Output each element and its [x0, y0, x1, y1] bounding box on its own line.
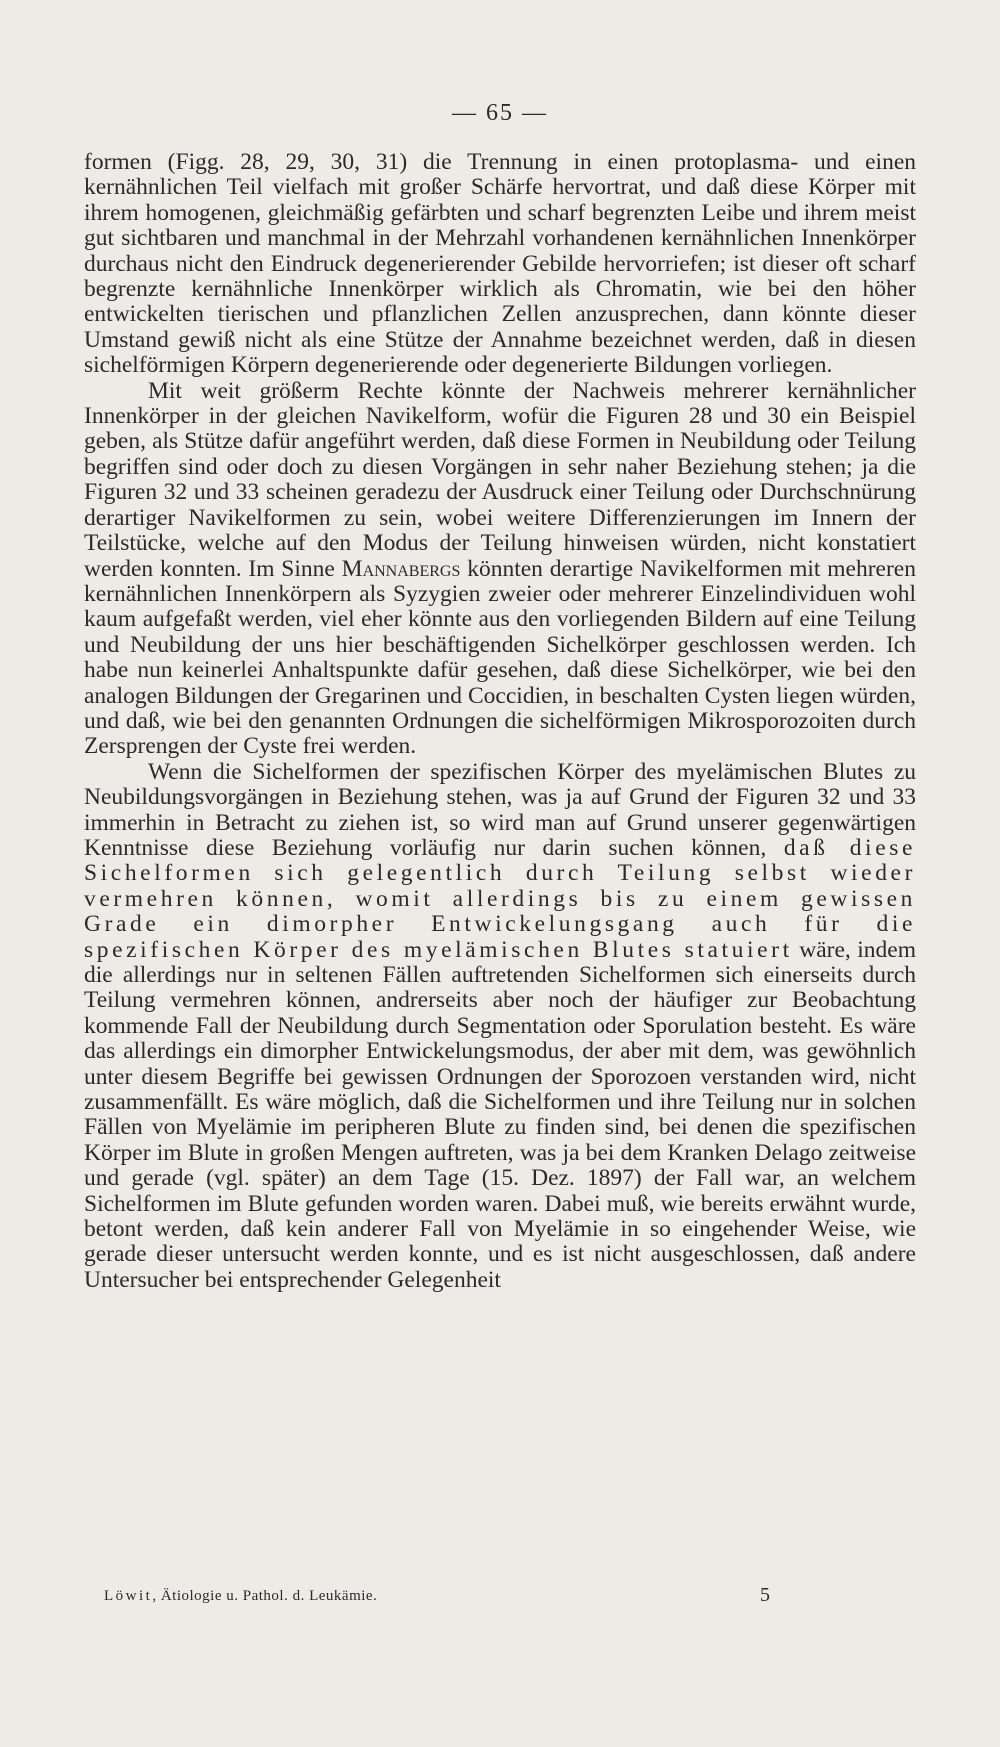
author-name-mannaberg: Mannabergs: [341, 555, 461, 582]
footer-title: , Ätiologie u. Pathol. d. Leukämie.: [152, 1588, 378, 1604]
paragraph-2-text-a: Mit weit größerm Rechte könnte der Nachweis mehrerer kernähnlicher Innenkörper in der gleichen Navikelform, wofür die Figuren 28 und 30 ein Beispiel geben, als Stütze dafür angeführt werden, daß diese Formen in Neubildung oder Teilung begriffen sind oder doch zu diesen Vorgängen in sehr naher Beziehung stehen; ja die Figuren 32 und 33 scheinen geradezu der Ausdruck einer Teilung oder Durchschnürung derartiger Navikelformen zu sein, wobei weitere Differenzierungen im Innern der Teilstücke, welche auf den Modus der Teilung hinweisen würden, nicht konstatiert werden konnten. Im Sinne: [84, 377, 916, 582]
body-text: [84, 150, 916, 1293]
footer-author: Löwit: [104, 1588, 153, 1604]
paragraph-3-text-a: Wenn die Sichelformen der spezifischen Körper des myelämischen Blutes zu Neubildungsvorgängen in Beziehung stehen, was ja auf Grund der Figuren 32 und 33 immerhin in Betracht zu ziehen ist, so wird man auf Grund unserer gegenwärtigen Kenntnisse diese Beziehung vorläufig nur darin suchen können,: [84, 758, 916, 861]
page-header: [0, 100, 1000, 127]
page-number: — 65 —: [452, 100, 548, 126]
footer-sheet-number: 5: [760, 1584, 770, 1606]
paragraph-1: formen (Figg. 28, 29, 30, 31) die Trennung in einen protoplasma- und einen kernähnlichen Teil vielfach mit großer Schärfe hervortrat, und daß diese Körper mit ihrem homogenen, gleichmäßig gefärbten und scharf begrenzten Leibe und ihrem meist gut sichtbaren und manchmal in der Mehrzahl vorhandenen kernähnlichen Innenkörper durchaus nicht den Eindruck degenerierender Gebilde hervorriefen; ist dieser oft scharf begrenzte kernähnliche Innenkörper wirklich als Chromatin, wie bei den höher entwickelten tierischen und pflanzlichen Zellen anzusprechen, dann könnte dieser Umstand gewiß nicht als eine Stütze der Annahme bezeichnet werden, daß in diesen sichelförmigen Körpern degenerierende oder degenerierte Bildungen vorliegen.: [84, 149, 916, 379]
paragraph-3: [84, 760, 916, 1294]
paragraph-2: [84, 379, 916, 760]
paragraph-3-emphasis: daß diese Sichelformen sich gelegentlich durch Teilung selbst wieder vermehren können, womit allerdings bis zu einem gewissen Grade ein dimorpher Entwickelungsgang auch für die spezifischen Körper des myelämischen Blutes statuiert: [84, 834, 916, 963]
paragraph-2-text-b: könnten derartige Navikelformen mit mehreren kernähnlichen Innenkörpern als Syzygien zweier oder mehrerer Einzelindividuen wohl kaum aufgefaßt werden, viel eher könnte aus den vorliegenden Bildern auf eine Teilung und Neubildung der uns hier beschäftigenden Sichelkörper geschlossen werden. Ich habe nun keinerlei Anhaltspunkte dafür gesehen, daß diese Sichelkörper, wie bei den analogen Bildungen der Gregarinen und Coccidien, in beschalten Cysten liegen würden, und daß, wie bei den genannten Ordnungen die sichelförmigen Mikrosporozoiten durch Zersprengen der Cyste frei werden.: [84, 555, 916, 760]
paragraph-3-text-b: wäre, indem die allerdings nur in seltenen Fällen auftretenden Sichelformen sich einerseits durch Teilung vermehren können, andrerseits aber noch der häufiger zur Beobachtung kommende Fall der Neubildung durch Segmentation oder Sporulation besteht. Es wäre das allerdings ein dimorpher Entwickelungsmodus, der aber mit dem, was gewöhnlich unter diesem Begriffe bei gewissen Ordnungen der Sporozoen verstanden wird, nicht zusammenfällt. Es wäre möglich, daß die Sichelformen und ihre Teilung nur in solchen Fällen von Myelämie im peripheren Blute zu finden sind, bei denen die spezifischen Körper im Blute in großen Mengen auftreten, was ja bei dem Kranken Delago zeitweise und gerade (vgl. später) an dem Tage (15. Dez. 1897) der Fall war, an welchem Sichelformen im Blute gefunden worden waren. Dabei muß, wie bereits erwähnt wurde, betont werden, daß kein anderer Fall von Myelämie in so eingehender Weise, wie gerade dieser untersucht werden konnte, und es ist nicht ausgeschlossen, daß andere Untersucher bei entsprechender Gelegenheit: [84, 936, 916, 1293]
page-footer: [104, 1588, 784, 1605]
